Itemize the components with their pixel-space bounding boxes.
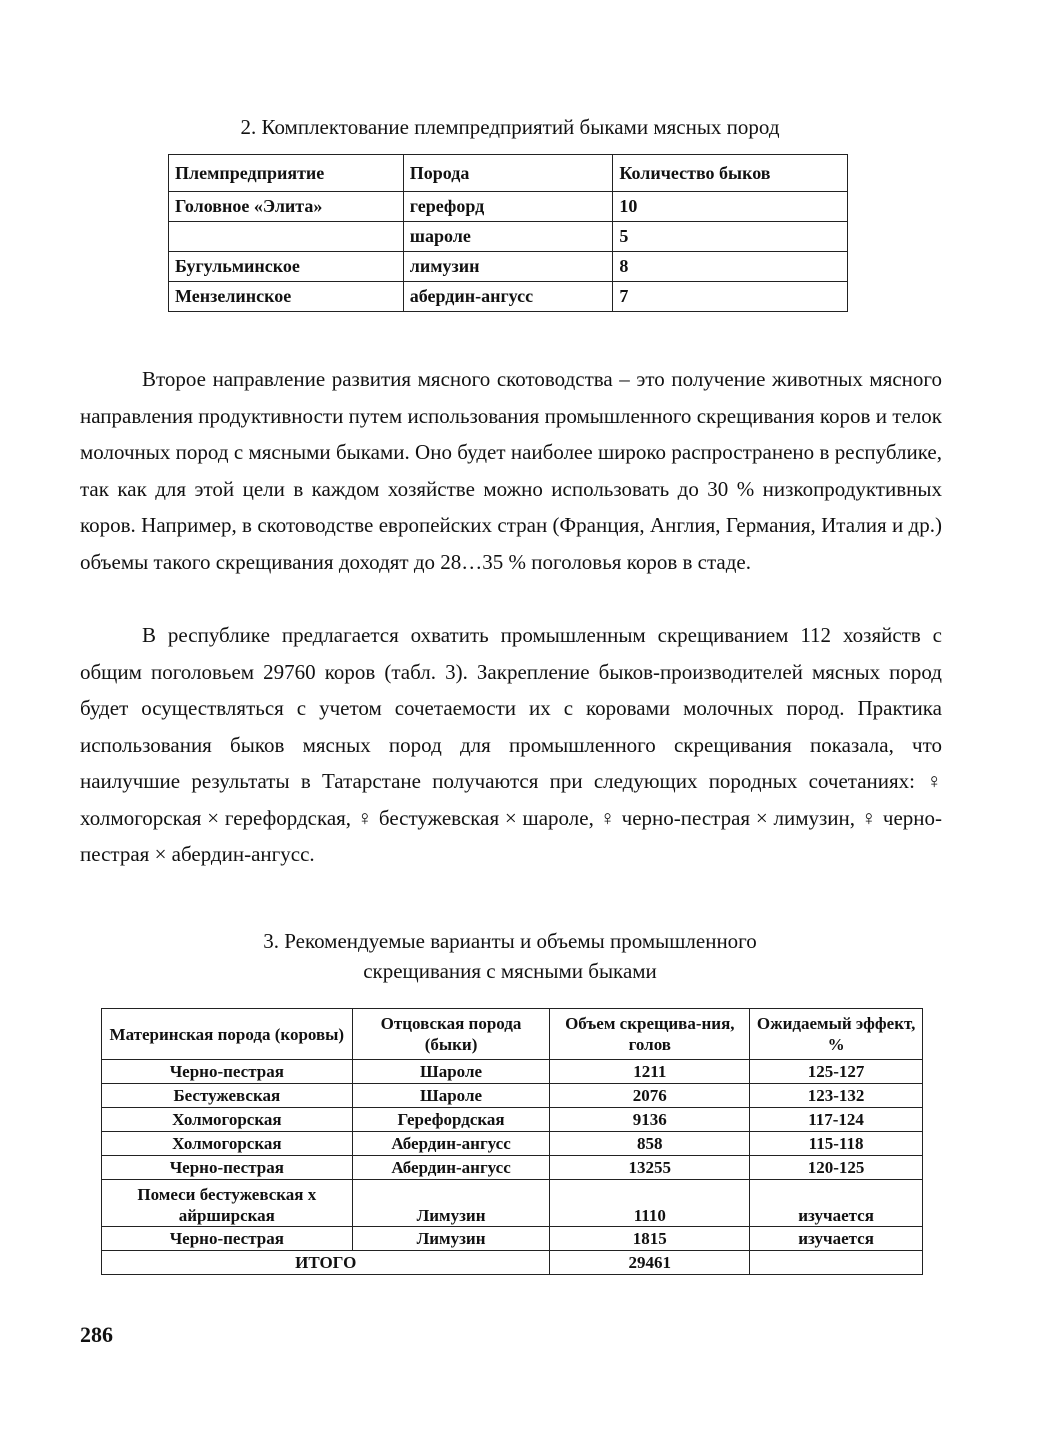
table-cell: Мензелинское xyxy=(169,282,404,312)
table-cell: Лимузин xyxy=(352,1227,550,1251)
table-cell: Бугульминское xyxy=(169,252,404,282)
column-header: Материнская порода (коровы) xyxy=(102,1009,353,1060)
table2-caption-line: скрещивания с мясными быками xyxy=(363,959,657,983)
table-cell: 125-127 xyxy=(750,1060,923,1084)
table-cell: 7 xyxy=(613,282,848,312)
table-cell: Холмогорская xyxy=(102,1132,353,1156)
table-cell xyxy=(169,222,404,252)
table-cell: изучается xyxy=(750,1180,923,1227)
table-cell: 115-118 xyxy=(750,1132,923,1156)
table2-caption xyxy=(80,926,940,986)
table-cell: Черно-пестрая xyxy=(102,1227,353,1251)
table-cell: 10 xyxy=(613,192,848,222)
table-cell: 8 xyxy=(613,252,848,282)
table-cell: Холмогорская xyxy=(102,1108,353,1132)
table-row xyxy=(102,1060,923,1084)
table1-caption: 2. Комплектование племпредприятий быками мясных пород xyxy=(240,115,780,139)
table-row xyxy=(102,1227,923,1251)
body-paragraph: В республике предлагается охватить промышленным скрещиванием 112 хозяйств с общим поголовьем 29760 коров (табл. 3). Закрепление быков-производителей мясных пород будет осуществляться с учетом сочетаемости их с коровами молочных пород. Практика использования быков мясных пород для промышленного скрещивания показала, что наилучшие результаты в Татарстане получаются при следующих породных сочетаниях: ♀ холмогорская × герефордская, ♀ бестужевская × шароле, ♀ черно-пестрая × лимузин, ♀ черно-пестрая × абердин-ангусс. xyxy=(80,623,942,866)
table-row xyxy=(169,222,848,252)
table-cell: Шароле xyxy=(352,1060,550,1084)
column-header: Порода xyxy=(403,155,613,192)
table-cell: Шароле xyxy=(352,1084,550,1108)
table-cell: абердин-ангусс xyxy=(403,282,613,312)
table-cell: Черно-пестрая xyxy=(102,1156,353,1180)
table-cell: 2076 xyxy=(550,1084,750,1108)
table-cell: 1815 xyxy=(550,1227,750,1251)
table-cell: Абердин-ангусс xyxy=(352,1156,550,1180)
table-cell: Абердин-ангусс xyxy=(352,1132,550,1156)
table-row xyxy=(169,192,848,222)
table-cell: шароле xyxy=(403,222,613,252)
column-header: Объем скрещива-ния, голов xyxy=(550,1009,750,1060)
column-header: Отцовская порода (быки) xyxy=(352,1009,550,1060)
table-header-row xyxy=(169,155,848,192)
table-cell: 1110 xyxy=(550,1180,750,1227)
table-row xyxy=(169,252,848,282)
total-label: ИТОГО xyxy=(102,1251,550,1275)
table-cell: Лимузин xyxy=(352,1180,550,1227)
table-cell: 117-124 xyxy=(750,1108,923,1132)
table-cell: Черно-пестрая xyxy=(102,1060,353,1084)
table-cell: 858 xyxy=(550,1132,750,1156)
table-cell: 123-132 xyxy=(750,1084,923,1108)
total-value: 29461 xyxy=(550,1251,750,1275)
column-header: Количество быков xyxy=(613,155,848,192)
table-cell: Помеси бестужевская х айрширская xyxy=(102,1180,353,1227)
table-row xyxy=(169,282,848,312)
table2-caption-line: 3. Рекомендуемые варианты и объемы промышленного xyxy=(263,929,757,953)
table-row xyxy=(102,1132,923,1156)
table-cell: 13255 xyxy=(550,1156,750,1180)
table-cell: лимузин xyxy=(403,252,613,282)
table-cell: 5 xyxy=(613,222,848,252)
body-paragraph: Второе направление развития мясного скотоводства – это получение животных мясного направления продуктивности путем использования промышленного скрещивания коров и телок молочных пород с мясными быками. Оно будет наиболее широко распространено в республике, так как для этой цели в каждом хозяйстве можно использовать до 30 % низкопродуктивных коров. Например, в скотоводстве европейских стран (Франция, Англия, Германия, Италия и др.) объемы такого скрещивания доходят до 28…35 % поголовья коров в стаде. xyxy=(80,367,942,574)
table-cell: герефорд xyxy=(403,192,613,222)
table-cell: Герефордская xyxy=(352,1108,550,1132)
total-effect xyxy=(750,1251,923,1275)
table-cell: 120-125 xyxy=(750,1156,923,1180)
table-cell: изучается xyxy=(750,1227,923,1251)
table-cell: Бестужевская xyxy=(102,1084,353,1108)
table-row xyxy=(102,1180,923,1227)
column-header: Племпредприятие xyxy=(169,155,404,192)
table-row xyxy=(102,1108,923,1132)
table2-crossbreeding-variants xyxy=(101,1008,923,1275)
table-row xyxy=(102,1156,923,1180)
table-row xyxy=(102,1084,923,1108)
table1-breeding-enterprises xyxy=(168,154,848,312)
table-header-row xyxy=(102,1009,923,1060)
table-cell: Головное «Элита» xyxy=(169,192,404,222)
table-cell: 1211 xyxy=(550,1060,750,1084)
table-total-row xyxy=(102,1251,923,1275)
column-header: Ожидаемый эффект, % xyxy=(750,1009,923,1060)
table-cell: 9136 xyxy=(550,1108,750,1132)
page-number: 286 xyxy=(80,1322,113,1347)
